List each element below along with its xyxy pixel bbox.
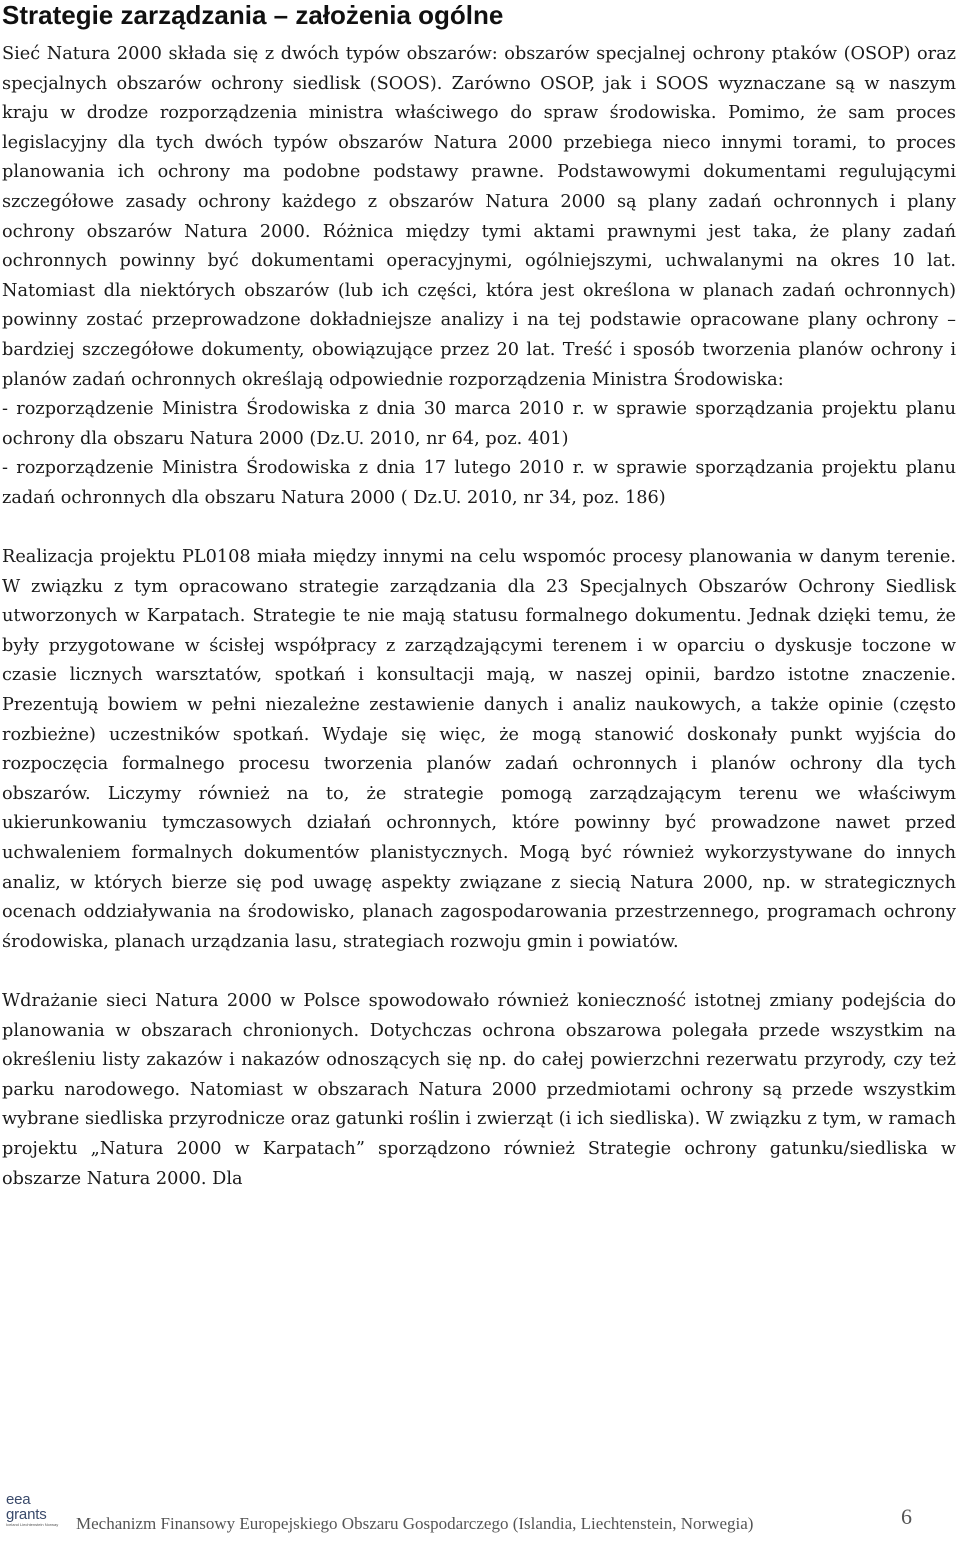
page-footer — [0, 1488, 960, 1543]
paragraph-gap — [2, 514, 956, 544]
paragraph-project: Realizacja projektu PL0108 miała między innymi na celu wspomóc procesy planowania w danym terenie. W związku z tym opracowano strategie zarządzania dla 23 Specjalnych Obszarów Ochrony Siedlisk utworzonych w Karpatach. Strategie te nie mają statusu formalnego dokumentu. Jednak dzięki temu, że były przygotowane w ścisłej współpracy z zarządzającymi terenem i w oparciu o dyskusje toczone w czasie licznych warsztatów, spotkań i konsultacji mają, w naszej opinii, bardzo istotne znaczenie. Prezentują bowiem w pełni niezależne zestawienie danych i analiz naukowych, a także opinie (często rozbieżne) uczestników spotkań. Wydaje się więc, że mogą stanowić doskonały punkt wyjścia do rozpoczęcia formalnego procesu tworzenia planów zadań ochronnych i planów ochrony dla tych obszarów. Liczymy również na to, że strategie pomogą zarządzającym terenu we właściwym ukierunkowaniu tymczasowych działań ochronnych, które powinny być prowadzone nawet przed uchwaleniem formalnych dokumentów planistycznych. Mogą być również wykorzystywane do innych analiz, w których bierze się pod uwagę aspekty związane z siecią Natura 2000, np. w strategicznych ocenach oddziaływania na środowisko, planach zagospodarowania przestrzennego, programach ochrony środowiska, planach urządzania lasu, strategiach rozwoju gmin i powiatów. — [2, 547, 956, 952]
page-title: Strategie zarządzania – założenia ogólne — [2, 0, 504, 30]
logo-subtext: Iceland Liechtenstein Norway — [6, 1522, 59, 1527]
eea-grants-logo — [6, 1492, 72, 1536]
body-text — [2, 40, 956, 1194]
list-item-regulation-plan-zadan: - rozporządzenie Ministra Środowiska z dnia 17 lutego 2010 r. w sprawie sporządzania projektu planu zadań ochronnych dla obszaru Natura 2000 ( Dz.U. 2010, nr 34, poz. 186) — [2, 458, 956, 508]
logo-text-grants: grants — [6, 1506, 47, 1523]
list-item-regulation-plan-ochrony: - rozporządzenie Ministra Środowiska z dnia 30 marca 2010 r. w sprawie sporządzania projektu planu ochrony dla obszaru Natura 2000 (Dz.U. 2010, nr 64, poz. 401) — [2, 399, 956, 449]
paragraph-gap — [2, 957, 956, 987]
paragraph-implementation: Wdrażanie sieci Natura 2000 w Polsce spowodowało również konieczność istotnej zmiany podejścia do planowania w obszarach chronionych. Dotychczas ochrona obszarowa polegała przede wszystkim na określeniu listy zakazów i nakazów odnoszących się np. do całej powierzchni rezerwatu przyrody, czy też parku narodowego. Natomiast w obszarach Natura 2000 przedmiotami ochrony są przede wszystkim wybrane siedliska przyrodnicze oraz gatunki roślin i zwierząt (i ich siedliska). W związku z tym, w ramach projektu „Natura 2000 w Karpatach” sporządzono również Strategie ochrony gatunku/siedliska w obszarze Natura 2000. Dla — [2, 991, 956, 1189]
logo-text-eea: eea — [6, 1491, 31, 1508]
paragraph-intro: Sieć Natura 2000 składa się z dwóch typów obszarów: obszarów specjalnej ochrony ptaków (OSOP) oraz specjalnych obszarów ochrony siedlisk (SOOS). Zarówno OSOP, jak i SOOS wyznaczane są w naszym kraju w drodze rozporządzenia ministra właściwego do spraw środowiska. Pomimo, że sam proces legislacyjny dla tych dwóch typów obszarów Natura 2000 przebiega nieco innymi torami, to proces planowania ich ochrony ma podobne podstawy prawne. Podstawowymi dokumentami regulującymi szczegółowe zasady ochrony każdego z obszarów Natura 2000 są plany zadań ochronnych i plany ochrony obszarów Natura 2000. Różnica między tymi aktami prawnymi jest taka, że plany zadań ochronnych powinny być dokumentami operacyjnymi, ogólniejszymi, uchwalanymi na okres 10 lat. Natomiast dla niektórych obszarów (lub ich części, która jest określona w planach zadań ochronnych) powinny zostać przeprowadzone dokładniejsze analizy i na tej podstawie opracowane plany ochrony – bardziej szczegółowe dokumenty, obowiązujące przez 20 lat. Treść i sposób tworzenia planów ochrony i planów zadań ochronnych określają odpowiednie rozporządzenia Ministra Środowiska: — [2, 44, 956, 390]
footer-text: Mechanizm Finansowy Europejskiego Obszaru Gospodarczego (Islandia, Liechtenstein, Norwegia) — [76, 1514, 754, 1533]
page-number: 6 — [901, 1504, 912, 1529]
